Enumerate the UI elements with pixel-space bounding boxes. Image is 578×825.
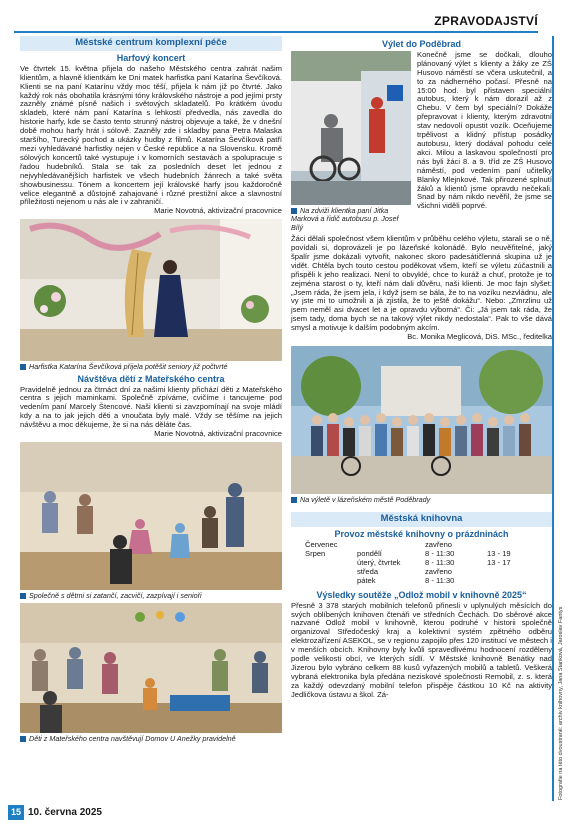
photo-credit: Fotografie na této dvoustraně: archiv knihovny, Jana Stanková, Jaroslav Fantys — [558, 606, 564, 800]
header-rule — [14, 31, 538, 33]
bus-lift-photo — [291, 51, 411, 205]
bus-photo-caption — [291, 207, 411, 232]
library-hours-table — [305, 541, 527, 586]
harp-article-text: Ve čtvrtek 15. května přijela do našeho Městského centra zahrát našim klientům, a hlavně klientkám ke Dni matek harfistka paní Katarína Ševčíková. Klienti se na paní Katarínu vždy moc těší, přijela k nám již po čtvrté. Jako každý rok nás obohatila krásnými tóny královského nástroje a pod jejími prsty zazněly známé písně našich i světových skladatelů. Po krátkém úvodu skladeb, které nám paní Katarína s lehkostí předvedla, nás zavedla do historie harfy, kde se často tento strunný nástroj objevuje a také, že v dnešní době mohou harfy hrát i sólově. Zazněly zde i skladby pana Petra Malaska staršího, Turecký pochod a ukázky hudby z filmů. Katarína Ševčíková patří mezi vyhledávané harfistky nejen v České republice a na Slovensku. Kromě sólových koncertů také vystupuje i v komorních sestavách a spolupracuje s řadou hudebníků. Stala se tak za posledních deset let jednou z nejvyhledávanějších harfistek ve všech hudebních žánrech a také světa showbusinessu. Tónem a koncertem její královské harfy jsou každoročně velice elegantně a důstojně zahajované i různé prestižní akce a slavnostní příležitosti nejenom u nás ale i v zahraničí. — [20, 63, 282, 207]
page-number: 15 — [8, 805, 24, 820]
kids-article-title: Návštěva dětí z Mateřského centra — [77, 373, 225, 384]
kids-visit-image — [20, 603, 282, 733]
trip-top-block — [291, 51, 552, 235]
hours-day: pátek — [357, 575, 376, 585]
trip-text-top: Konečně jsme se dočkali, dlouho plánovaný výlet s klienty a žáky ze ZŠ Husovo náměstí se včera uskutečnil, a to za nádherného počasí. Přesně na 15:00 hod. byl přistaven speciální autobus, který k nám dorazil až z Chebu. V čem byl speciální? Dokáže přepravovat i klienty, kterým zdravotní stav nedovolí opustit vozík. Oceňujeme trpělivost a klidný přístup posádky autobusu, který dodával pohodu celé akci. Milou a laskavou společností pro nás byli žáci 8. a 9. tříd ze ZŠ Husovo náměstí, pod vedením paní učitelky Blanky Mlejnkové. Tak přirozené splnutí žáků a klientů jsme opravdu nečekali. Snad by nám nikdo nevěřil, že jsme se všichni viděli poprvé. — [417, 49, 552, 211]
hours-time: 8 - 11:30 — [425, 558, 455, 568]
hours-time: 8 - 11:30 — [425, 549, 455, 559]
left-column — [20, 36, 282, 747]
podebrady-group-photo — [291, 346, 552, 494]
centre-box-title: Městské centrum komplexní péče — [20, 36, 282, 51]
kids-photo1-caption — [20, 592, 282, 600]
hours-time2 — [487, 568, 527, 577]
hours-month — [305, 568, 357, 577]
trip-article-signature: Bc. Monika Meglicová, DiS. MSc., ředitelka — [407, 332, 552, 342]
page-header — [0, 0, 578, 34]
hours-month — [305, 559, 357, 568]
podebrady-group-image — [291, 346, 552, 494]
kids-article-signature: Marie Novotná, aktivizační pracovnice — [154, 429, 282, 439]
harp-article-title: Harfový koncert — [116, 52, 186, 63]
harp-concert-photo — [20, 219, 282, 361]
kids-dance-photo — [20, 442, 282, 590]
kids-caption2-text: Děti z Mateřského centra navštěvují Domov U Anežky pravidelně — [29, 734, 236, 744]
right-column — [291, 36, 552, 700]
harp-photo-caption — [20, 363, 282, 371]
right-edge-rule — [552, 36, 554, 801]
hours-time: zavřeno — [425, 566, 453, 576]
hours-month: Červenec — [305, 540, 338, 550]
harp-caption-text: Harfistka Katarína Ševčíková přijela potěšit seniory již počtvrté — [29, 362, 228, 372]
trip-article-title: Výlet do Poděbrad — [381, 39, 461, 49]
kids-caption1-text: Společně s dětmi si zatančí, zacvičí, zazpívají i senioři — [29, 590, 202, 600]
kids-photo2-caption — [20, 735, 282, 743]
contest-title: Výsledky soutěže „Odlož mobil v knihovně 2025“ — [316, 589, 527, 600]
podebrady-photo-caption — [291, 496, 552, 504]
hours-time2: 13 - 17 — [487, 558, 511, 568]
bus-lift-image — [291, 51, 411, 205]
trip-text-bottom: Žáci dělali společnost všem klientům v průběhu celého výletu, starali se o ně, povídali si, doprovázeli je po lázeňské kolonádě. Bylo neuvěřitelné, jaký špalír jsme dokázali vytvořit, nakonec skoro padesátičlenná skupina už je vidět. Chtěla bych touto cestou poděkovat všem, kteří se výletu zúčastnili a přispěli k jeho realizaci. Není to obvyklé, chce to kuráž a chuť, protože je to zejména starost o ty, kteří nám dali důvěru, naši klienti. Je moc fajn slyšet: „Jsem ráda, že jsem jela, i když jsem se bála, že to na vozíku nezvládnu, ale vy jste mi to umožnili a já zjistila, že to ještě dokážu“. Nebo: „Zmrzlinu už jsem neměl asi dvacet let a je opravdu výborná“. Či: „Já jsem tak ráda, že jsem tady, doma bych se na takový výlet nikdy nedostala“. Pak to vše dává smysl a motivuje k dalším podobným akcím. — [291, 234, 552, 333]
harp-article-signature: Marie Novotná, aktivizační pracovnice — [154, 206, 282, 216]
hours-month: Srpen — [305, 549, 326, 559]
hours-month — [305, 577, 357, 586]
kids-visit-photo — [20, 603, 282, 733]
kids-dance-image — [20, 442, 282, 590]
library-box-title: Městská knihovna — [291, 512, 552, 527]
hours-day: úterý, čtvrtek — [357, 558, 401, 568]
section-title: ZPRAVODAJSTVÍ — [434, 14, 538, 28]
trip-photo-wrap — [291, 51, 411, 235]
hours-row — [305, 559, 527, 568]
hours-row — [305, 577, 527, 586]
issue-date: 10. června 2025 — [28, 807, 102, 818]
hours-row — [305, 568, 527, 577]
hours-day: středa — [357, 566, 379, 576]
hours-time: 8 - 11:30 — [425, 575, 455, 585]
bus-caption-text: Na zdviži klientka paní Jitka Marková a řidič autobusu p. Josef Bílý — [291, 205, 399, 232]
library-hours-title: Provoz městské knihovny o prázdninách — [334, 529, 509, 540]
kids-article-text: Pravidelně jednou za čtrnáct dní za našimi klienty přichází děti z Mateřského centra s jejich maminkami. Společně zpíváme, cvičíme i tancujeme pod vedením paní Marcely Štencové. Naši klienti si zavzpomínají na svoje mládí kdy a na to jak jejich děti a vnoučata byly malé. Vždy se těšíme na jejich návštěvu a moc děkujeme, že si na nás děláte čas. — [20, 384, 282, 430]
page-footer — [0, 803, 578, 825]
hours-time2: 13 - 19 — [487, 549, 511, 559]
hours-time2 — [487, 577, 527, 586]
contest-text: Přesně 3 378 starých mobilních telefonů přinesli v uplynulých měsících do svých oblíbených knihoven čtenáři ve středních Čechách. Do sběrové akce nazvané Odlož mobil v knihovně, kterou podruhé v historii společně organizoval Středočeský kraj a kolektivní systém zpětného odběru elektrozařízení ASEKOL, se v regionu zapojilo přes 120 institucí ve městech i v menších obcích. Knihovny byly kvůli spravedlivému hodnocení rozděleny podle velikosti obcí, ve kterých sídlí. V Městské knihovně Benátky nad Jizerou bylo vybráno celkem 88 kusů vyřazených mobilů a tabletů. Veškerá vybraná elektronika byla předána neziskové společnosti Remobil, z. s. která za každý odevzdaný mobilní telefon přispěje částkou 10 Kč na aktivity Jedličkova ústavu a škol. Zá- — [291, 600, 552, 699]
harp-concert-image — [20, 219, 282, 361]
hours-time: zavřeno — [425, 540, 453, 550]
hours-day: pondělí — [357, 549, 382, 559]
podebrady-caption-text: Na výletě v lázeňském městě Poděbrady — [300, 495, 431, 504]
